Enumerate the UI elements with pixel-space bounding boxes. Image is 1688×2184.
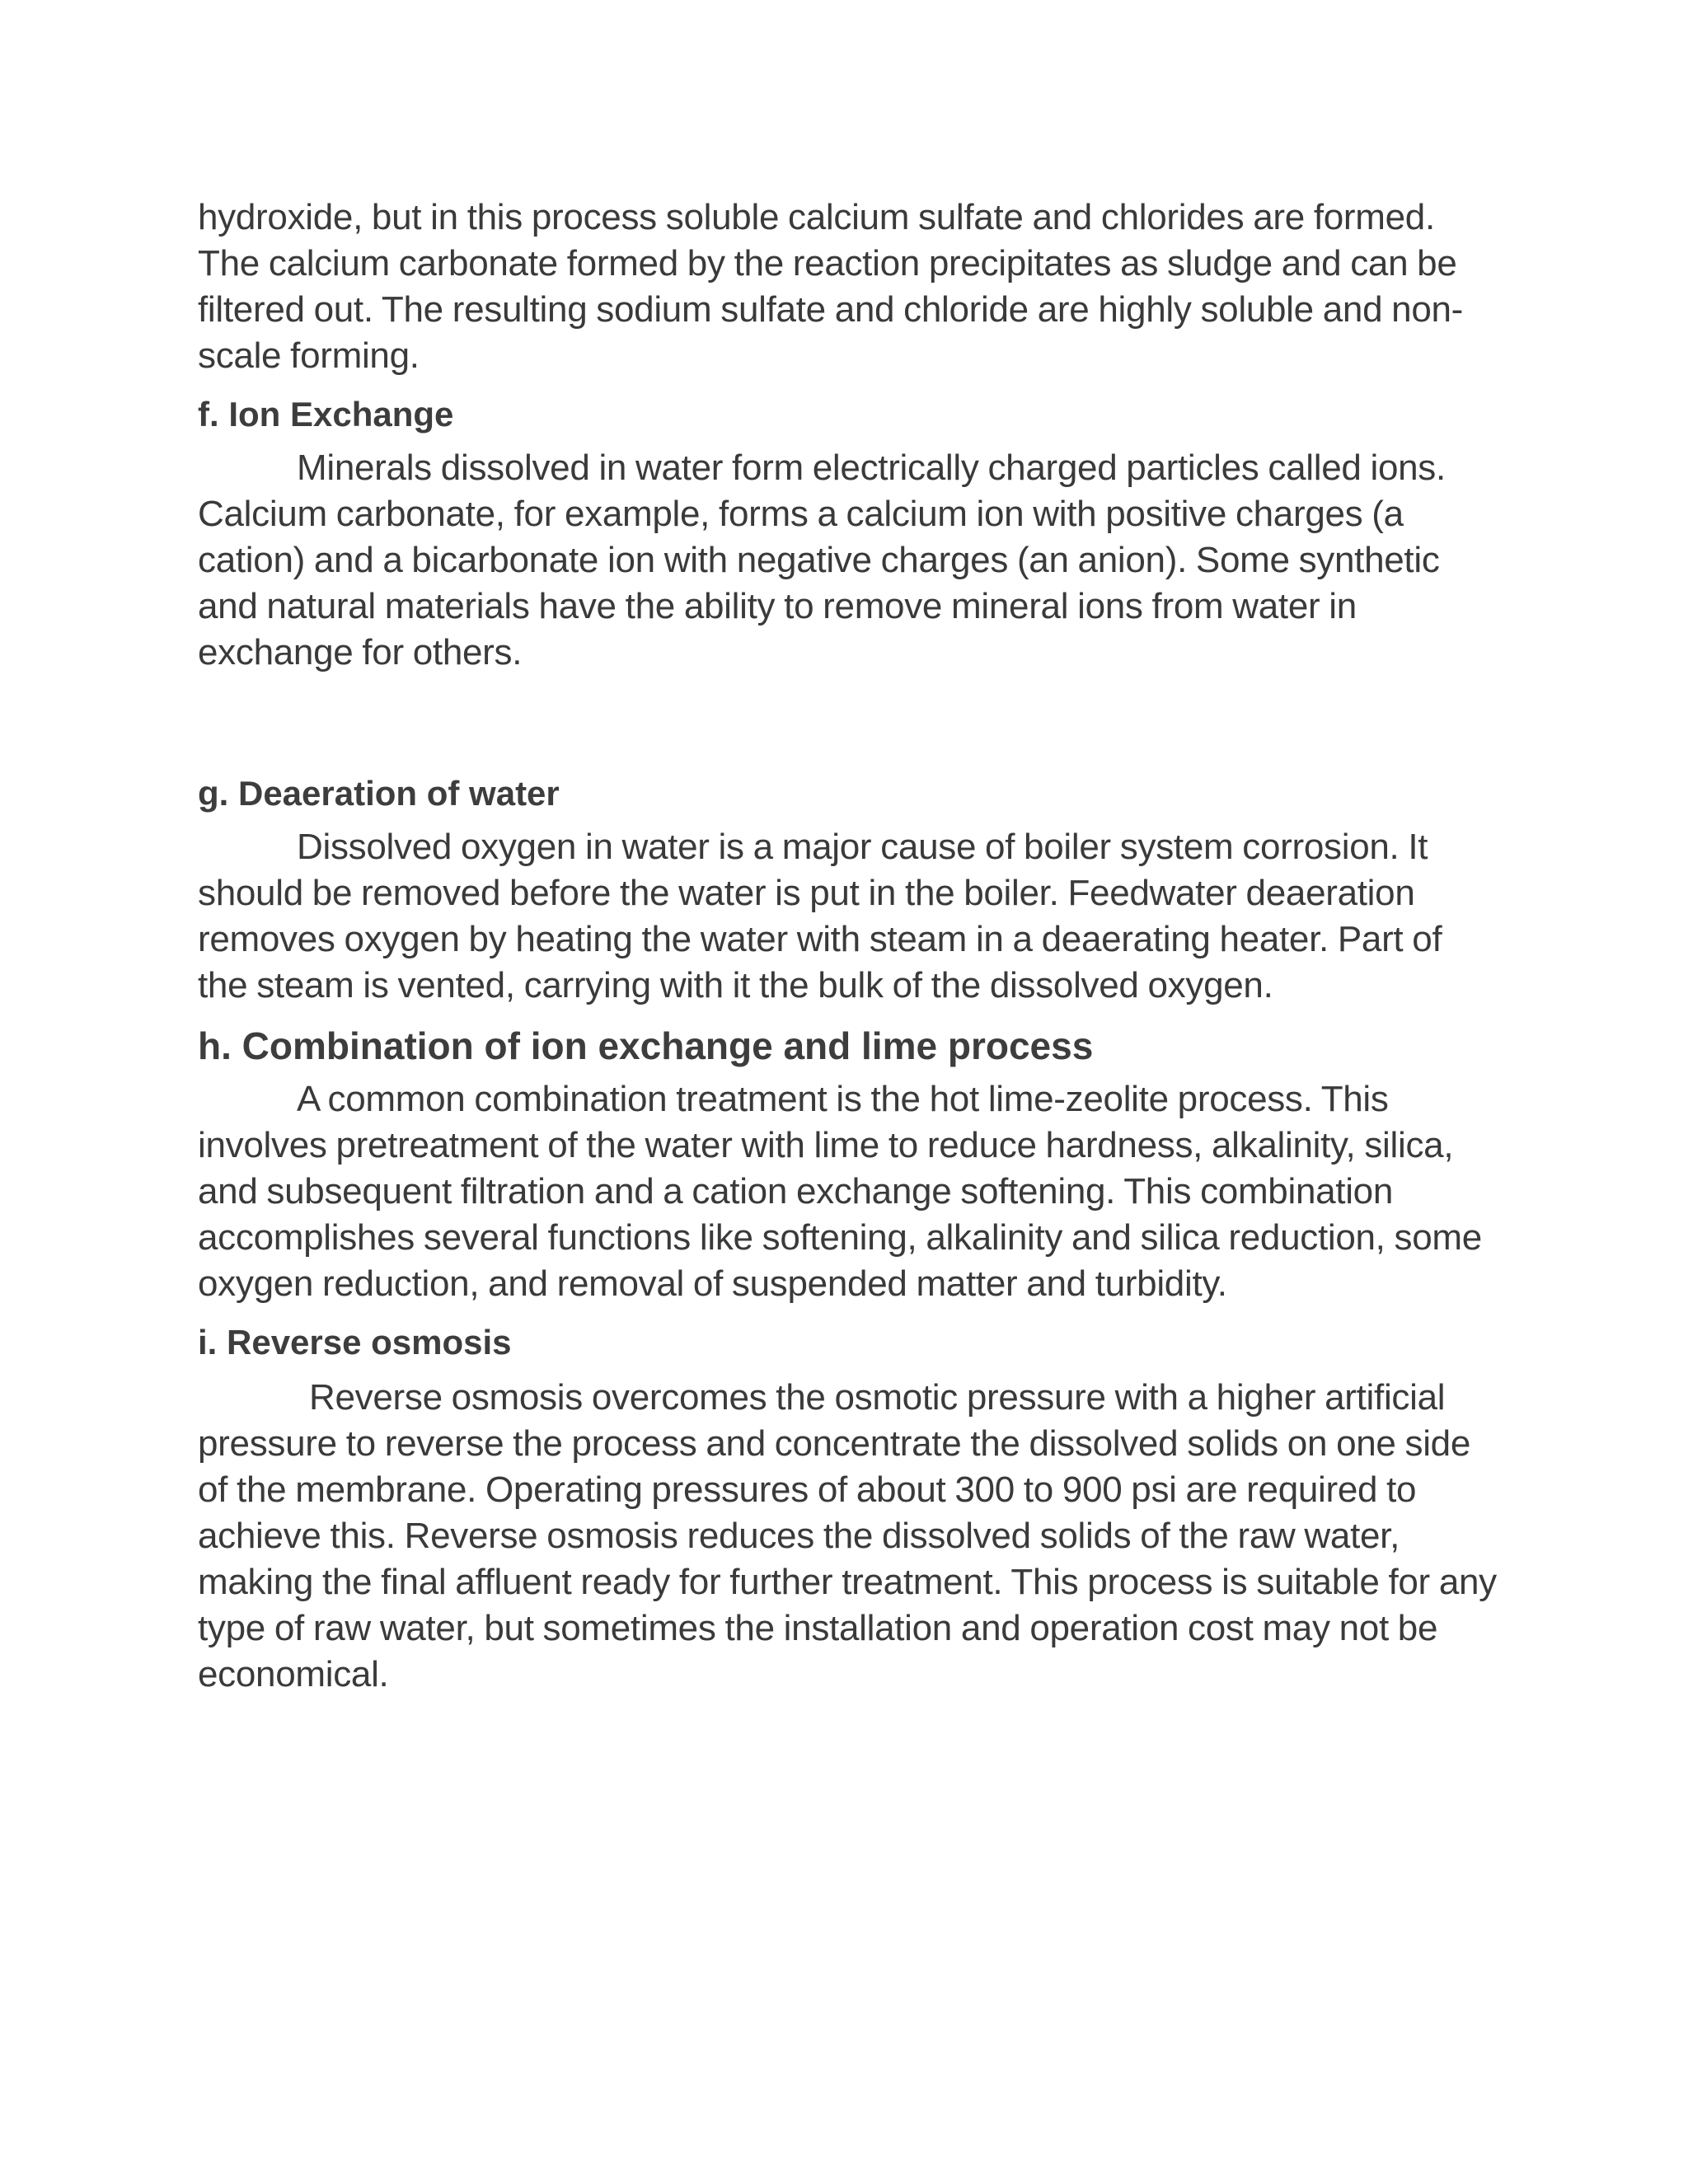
paragraph-deaeration: Dissolved oxygen in water is a major cause of boiler system corrosion. It should be removed before the water is put in the boiler. Feedwater deaeration removes oxygen by heating the water with steam in a deaerating heater. Part of the steam is vented, carrying with it the bulk of the dissolved oxygen. [198, 827, 1442, 1005]
page-content [198, 194, 1500, 1698]
section-heading-deaeration: g. Deaeration of water [198, 774, 560, 813]
paragraph-combination: A common combination treatment is the hot lime-zeolite process. This involves pretreatment of the water with lime to reduce hardness, alkalinity, silica, and subsequent filtration and a cation exchange softening. This combination accomplishes several functions like softening, alkalinity and silica reduction, some oxygen reduction, and removal of suspended matter and turbidity. [198, 1079, 1482, 1304]
section-heading-ion-exchange: f. Ion Exchange [198, 395, 454, 434]
section-heading-reverse-osmosis: i. Reverse osmosis [198, 1323, 512, 1361]
paragraph-ion-exchange: Minerals dissolved in water form electrically charged particles called ions. Calcium carbonate, for example, forms a calcium ion with positive charges (a cation) and a bicarbonate ion with negative charges (an anion). Some synthetic and natural materials have the ability to remove mineral ions from water in exchange for others. [198, 448, 1446, 673]
intro-paragraph: hydroxide, but in this process soluble calcium sulfate and chlorides are formed. The calcium carbonate formed by the reaction precipitates as sludge and can be filtered out. The resulting sodium sulfate and chloride are highly soluble and non-scale forming. [198, 197, 1471, 376]
section-heading-combination: h. Combination of ion exchange and lime process [198, 1024, 1094, 1067]
paragraph-reverse-osmosis: Reverse osmosis overcomes the osmotic pressure with a higher artificial pressure to reverse the process and concentrate the dissolved solids on one side of the membrane. Operating pressures of about 300 to 900 psi are required to achieve this. Reverse osmosis reduces the dissolved solids of the raw water, making the final affluent ready for further treatment. This process is suitable for any type of raw water, but sometimes the installation and operation cost may not be economical. [198, 1377, 1497, 1694]
